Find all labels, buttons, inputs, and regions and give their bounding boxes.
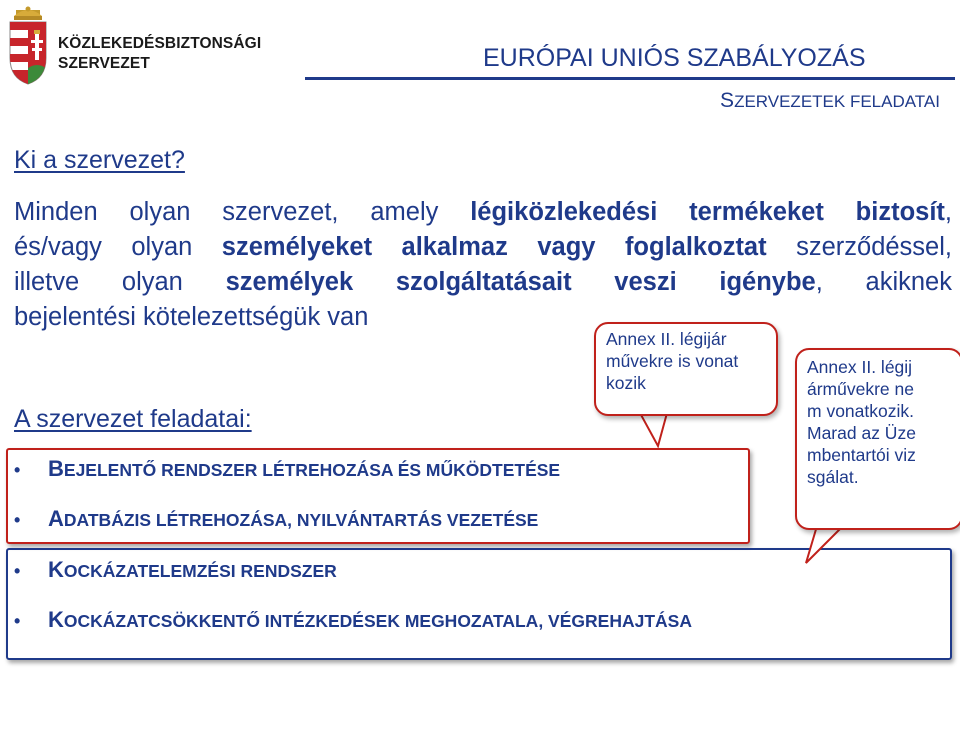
org-name-line1: KÖZLEKEDÉSBIZTONSÁGI	[58, 35, 262, 52]
bullet-icon: •	[14, 510, 21, 530]
subtitle-rest: ZERVEZETEK FELADATAI	[734, 92, 940, 111]
paragraph-line-3	[14, 265, 952, 300]
task-item	[14, 557, 337, 583]
title-rule	[305, 77, 955, 80]
organization-name	[58, 34, 261, 74]
callout-line: árművekre ne	[807, 379, 914, 399]
task-item	[14, 607, 692, 633]
bullet-icon: •	[14, 561, 21, 581]
emphasis-span: személyeket alkalmaz vagy foglalkoztat	[221, 233, 767, 261]
text-span: , akiknek	[815, 268, 952, 296]
subtitle-initial: S	[720, 89, 735, 112]
paragraph-line-2	[14, 230, 952, 265]
bullet-icon: •	[14, 611, 21, 631]
definition-paragraph	[14, 195, 952, 335]
bullet-icon: •	[14, 460, 21, 480]
callout-line: Annex II. légij	[807, 357, 913, 377]
task-initial: A	[48, 506, 64, 531]
task-item	[14, 456, 560, 482]
callout-line: m vonatkozik.	[807, 401, 914, 421]
task-text: OCKÁZATELEMZÉSI RENDSZER	[63, 561, 337, 581]
callout-line: mbentartói viz	[807, 445, 916, 465]
text-span: és/vagy olyan	[14, 233, 222, 261]
task-text: OCKÁZATCSÖKKENTŐ INTÉZKEDÉSEK MEGHOZATALA, VÉGREHAJTÁSA	[63, 611, 692, 631]
text-span: illetve olyan	[14, 268, 226, 296]
callout-line: Marad az Üze	[807, 423, 916, 443]
page-title: EURÓPAI UNIÓS SZABÁLYOZÁS	[483, 44, 866, 72]
callout-annex-applies	[594, 322, 778, 416]
task-initial: B	[48, 456, 64, 481]
emphasis-span: légiközlekedési termékeket biztosít	[470, 198, 945, 226]
paragraph-line-4: bejelentési kötelezettségük van	[14, 303, 369, 331]
page-subtitle	[720, 89, 940, 113]
task-initial: K	[48, 557, 64, 582]
callout-line: Annex II. légijár	[606, 329, 727, 349]
callout-annex-not-applies	[795, 348, 960, 530]
paragraph-line-1	[14, 195, 952, 230]
task-initial: K	[48, 607, 64, 632]
text-span: Minden olyan szervezet, amely	[14, 198, 471, 226]
task-text: DATBÁZIS LÉTREHOZÁSA, NYILVÁNTARTÁS VEZETÉSE	[63, 510, 539, 530]
text-span: ,	[944, 198, 953, 226]
tasks-heading: A szervezet feladatai:	[14, 405, 252, 433]
coat-of-arms-logo	[4, 6, 52, 86]
task-text: EJELENTŐ RENDSZER LÉTREHOZÁSA ÉS MŰKÖDTETÉSE	[63, 460, 561, 480]
callout-line: művekre is vonat	[606, 351, 739, 371]
text-span: szerződéssel,	[766, 233, 952, 261]
task-item	[14, 506, 538, 532]
org-name-line2: SZERVEZET	[58, 55, 150, 72]
emphasis-span: személyek szolgáltatásait veszi igénybe	[225, 268, 816, 296]
question-heading: Ki a szervezet?	[14, 146, 185, 174]
callout-line: sgálat.	[807, 467, 859, 487]
callout-line: kozik	[606, 373, 646, 393]
